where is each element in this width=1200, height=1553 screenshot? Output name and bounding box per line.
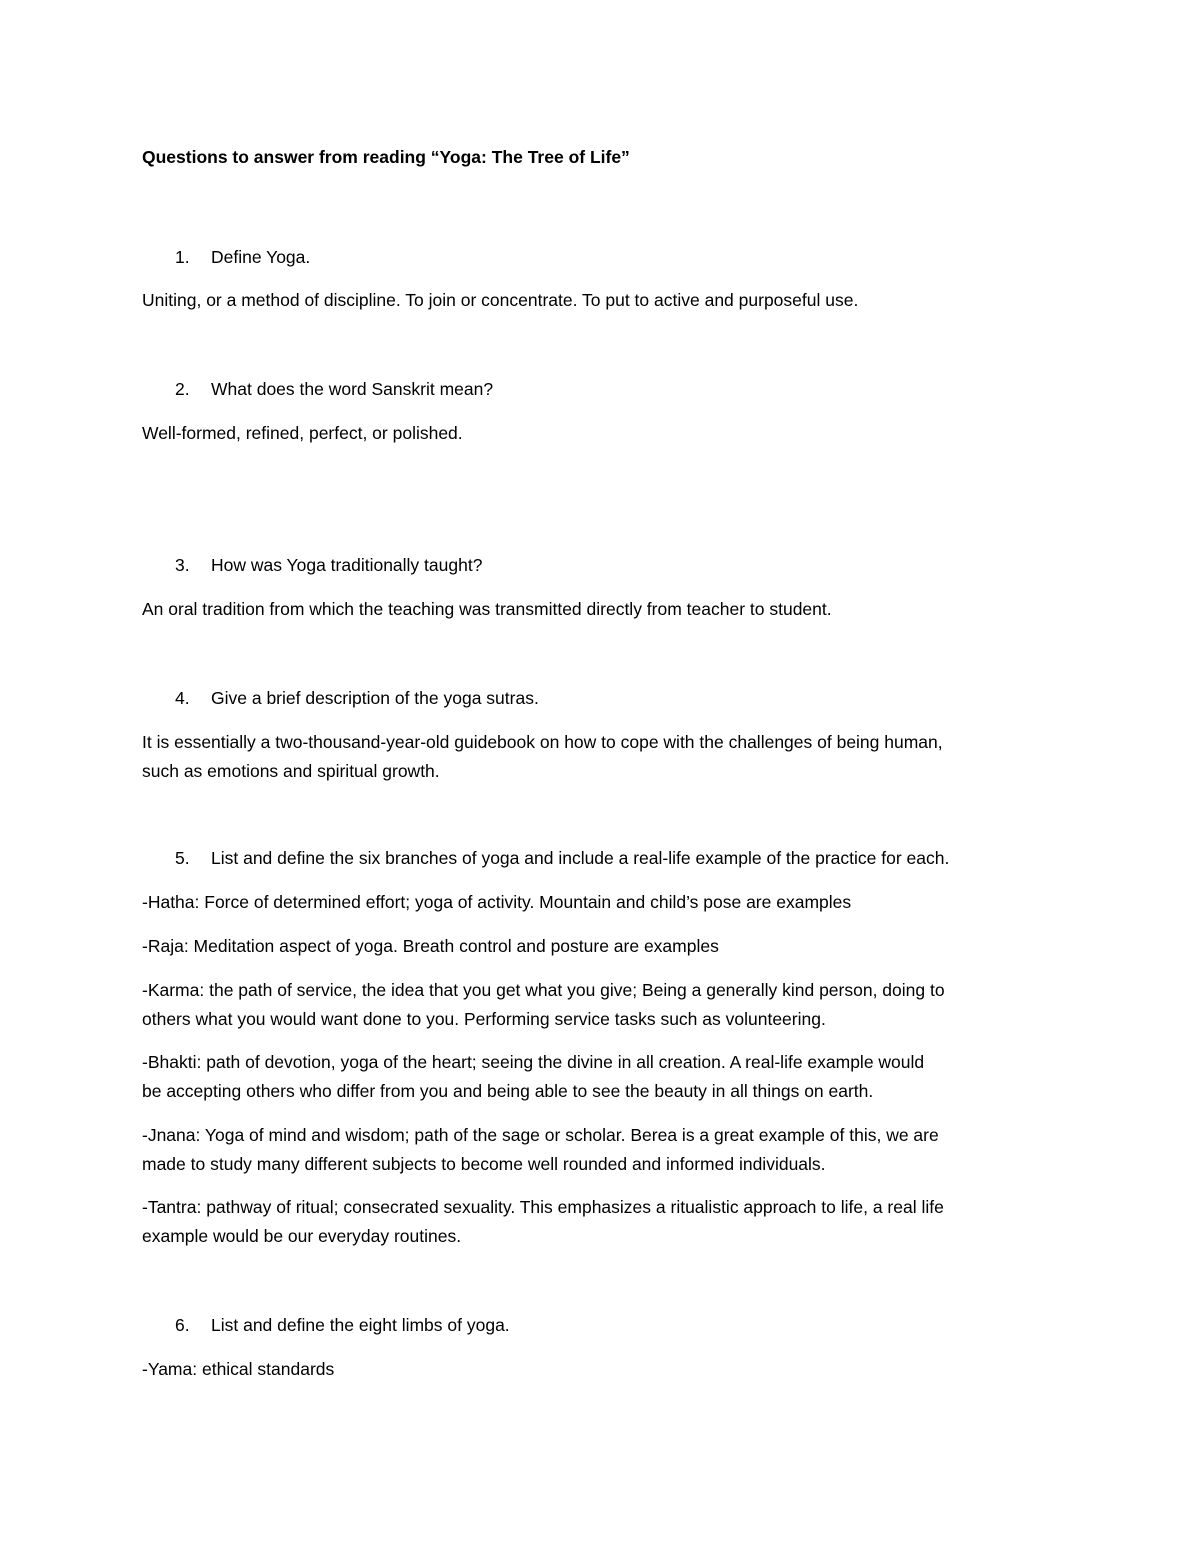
answer-5-jnana-line-1: -Jnana: Yoga of mind and wisdom; path of the sage or scholar. Berea is a great example of this, we are <box>142 1125 939 1145</box>
question-text: How was Yoga traditionally taught? <box>211 555 483 575</box>
question-1 <box>175 243 310 272</box>
question-number: 4. <box>175 688 190 708</box>
question-text: What does the word Sanskrit mean? <box>211 379 494 399</box>
document-title: Questions to answer from reading “Yoga: The Tree of Life” <box>142 147 630 167</box>
question-3 <box>175 551 482 580</box>
answer-2: Well-formed, refined, perfect, or polished. <box>142 423 463 443</box>
question-text: List and define the six branches of yoga and include a real-life example of the practice for each. <box>211 848 950 868</box>
question-text: Give a brief description of the yoga sutras. <box>211 688 539 708</box>
answer-1: Uniting, or a method of discipline. To join or concentrate. To put to active and purposeful use. <box>142 290 859 310</box>
question-number: 2. <box>175 379 190 399</box>
question-number: 1. <box>175 247 190 267</box>
answer-3: An oral tradition from which the teaching was transmitted directly from teacher to student. <box>142 599 832 619</box>
question-6 <box>175 1311 510 1340</box>
answer-5-bhakti-line-2: be accepting others who differ from you and being able to see the beauty in all things on earth. <box>142 1081 874 1101</box>
answer-5-hatha: -Hatha: Force of determined effort; yoga of activity. Mountain and child’s pose are examples <box>142 892 852 912</box>
question-5 <box>175 844 949 873</box>
question-number: 5. <box>175 848 190 868</box>
answer-5-jnana-line-2: made to study many different subjects to become well rounded and informed individuals. <box>142 1154 826 1174</box>
question-text: Define Yoga. <box>211 247 311 267</box>
answer-5-karma-line-2: others what you would want done to you. Performing service tasks such as volunteering. <box>142 1009 826 1029</box>
question-number: 6. <box>175 1315 190 1335</box>
answer-6-yama: -Yama: ethical standards <box>142 1359 335 1379</box>
answer-5-tantra-line-2: example would be our everyday routines. <box>142 1226 462 1246</box>
question-text: List and define the eight limbs of yoga. <box>211 1315 510 1335</box>
answer-5-raja: -Raja: Meditation aspect of yoga. Breath control and posture are examples <box>142 936 719 956</box>
answer-4-line-2: such as emotions and spiritual growth. <box>142 761 440 781</box>
answer-5-bhakti-line-1: -Bhakti: path of devotion, yoga of the heart; seeing the divine in all creation. A real-life example would <box>142 1052 925 1072</box>
answer-4-line-1: It is essentially a two-thousand-year-old guidebook on how to cope with the challenges of being human, <box>142 732 943 752</box>
answer-5-karma-line-1: -Karma: the path of service, the idea that you get what you give; Being a generally kind person, doing to <box>142 980 945 1000</box>
answer-5-tantra-line-1: -Tantra: pathway of ritual; consecrated sexuality. This emphasizes a ritualistic approach to life, a real life <box>142 1197 944 1217</box>
question-2 <box>175 375 493 404</box>
question-number: 3. <box>175 555 190 575</box>
question-4 <box>175 684 539 713</box>
